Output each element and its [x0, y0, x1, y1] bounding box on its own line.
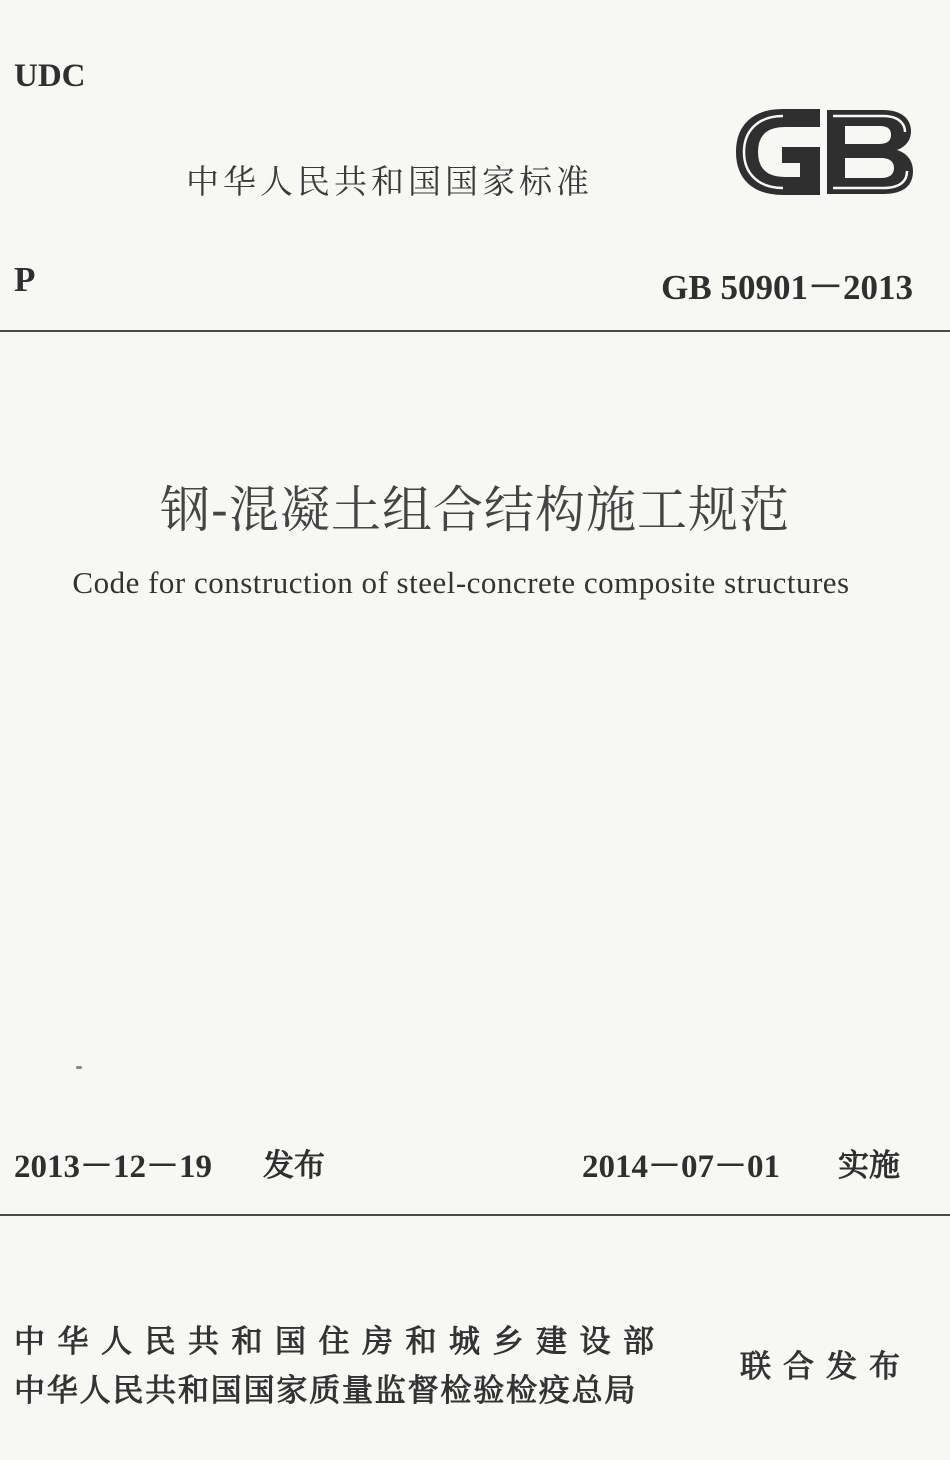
- gb-logo-g-shape: [737, 110, 819, 194]
- national-standard-heading: 中华人民共和国国家标准: [186, 162, 593, 201]
- standard-number: GB 50901－2013: [661, 268, 913, 307]
- issuer-aqsiq: 中华人民共和国国家质量监督检验检疫总局: [14, 1373, 638, 1409]
- issuer-ministry-housing: 中华人民共和国住房和城乡建设部: [14, 1324, 667, 1360]
- title-chinese: 钢-混凝土组合结构施工规范: [160, 481, 790, 539]
- title-english: Code for construction of steel-concrete composite structures: [72, 565, 850, 600]
- issue-label: 发布: [263, 1148, 325, 1184]
- top-divider: [0, 330, 950, 332]
- bottom-divider: [0, 1214, 950, 1216]
- classification-code: P: [14, 260, 36, 299]
- issue-date: 2013－12－19: [14, 1149, 212, 1185]
- effective-label: 实施: [838, 1148, 900, 1184]
- print-speck: [76, 1066, 82, 1069]
- joint-issue-label: 联合发布: [740, 1349, 912, 1385]
- effective-date: 2014－07－01: [582, 1149, 780, 1185]
- gb-logo: [733, 104, 915, 200]
- udc-label: UDC: [14, 58, 86, 94]
